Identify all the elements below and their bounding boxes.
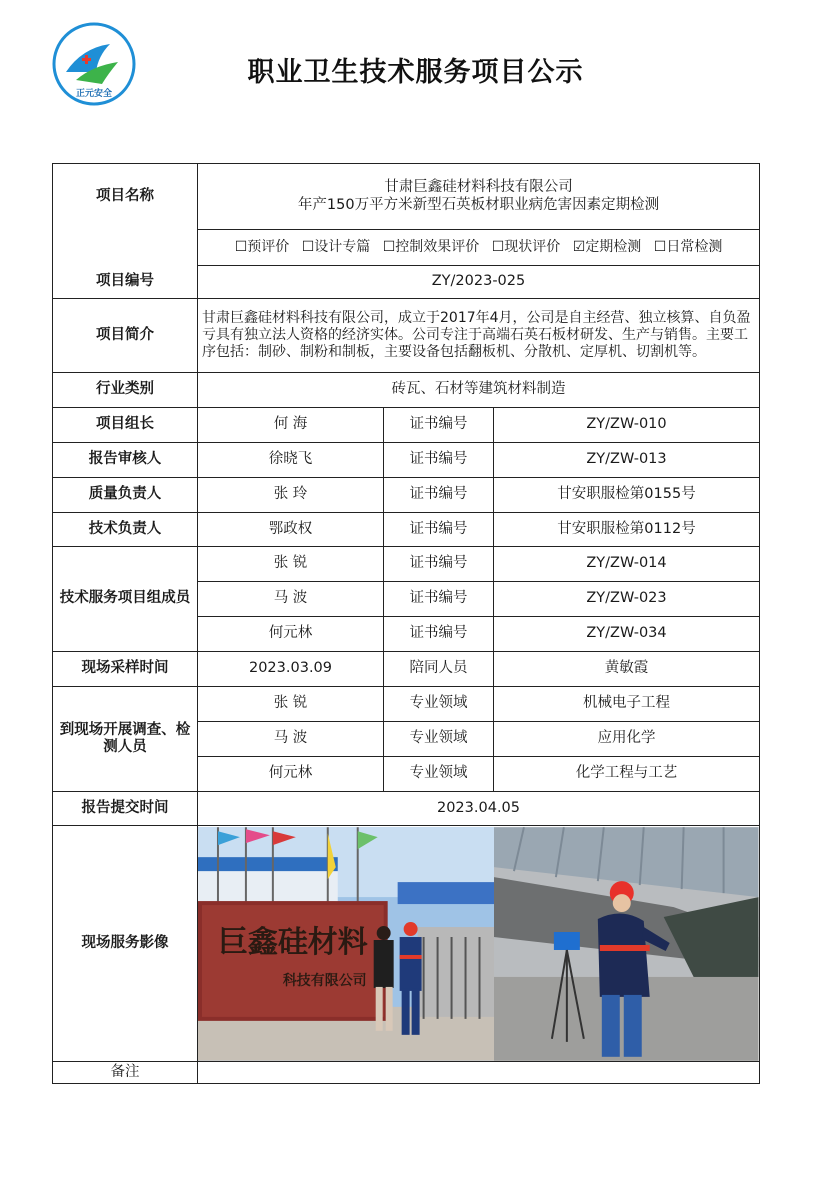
- quality-cert: 甘安职服检第0155号: [494, 478, 760, 513]
- cert-label: 证书编号: [384, 513, 494, 547]
- project-name: 年产150万平方米新型石英板材职业病危害因素定期检测: [297, 196, 660, 213]
- tech-label: 技术负责人: [53, 513, 198, 547]
- member-cert: ZY/ZW-014: [494, 547, 760, 582]
- reviewer-name: 徐晓飞: [198, 443, 384, 478]
- type-status[interactable]: ☐现状评价: [491, 239, 561, 256]
- survey-field: 机械电子工程: [494, 687, 760, 722]
- cert-label: 证书编号: [384, 547, 494, 582]
- field-label: 专业领域: [384, 722, 494, 757]
- escort-label: 陪同人员: [384, 652, 494, 687]
- survey-name: 何元林: [198, 757, 384, 792]
- survey-label: 到现场开展调查、检测人员: [53, 687, 198, 792]
- tech-cert: 甘安职服检第0112号: [494, 513, 760, 547]
- sampling-date: 2023.03.09: [198, 652, 384, 687]
- service-type-row: [198, 230, 760, 266]
- submit-date: 2023.04.05: [198, 792, 760, 826]
- site-photo-sign: [198, 827, 494, 1061]
- page-title: 职业卫生技术服务项目公示: [247, 57, 584, 88]
- reviewer-cert: ZY/ZW-013: [494, 443, 760, 478]
- logo-text: 正元安全: [75, 89, 113, 99]
- members-label: 技术服务项目组成员: [53, 547, 198, 652]
- cert-label: 证书编号: [384, 582, 494, 617]
- project-number-label: 项目编号: [53, 266, 198, 299]
- cert-label: 证书编号: [384, 408, 494, 443]
- type-design[interactable]: ☐设计专篇: [301, 239, 371, 256]
- leader-label: 项目组长: [53, 408, 198, 443]
- survey-field: 化学工程与工艺: [494, 757, 760, 792]
- leader-name: 何 海: [198, 408, 384, 443]
- company-name: 甘肃巨鑫硅材料科技有限公司: [384, 179, 573, 196]
- industry-label: 行业类别: [53, 373, 198, 408]
- quality-label: 质量负责人: [53, 478, 198, 513]
- remarks-value: [198, 1062, 760, 1084]
- field-label: 专业领域: [384, 687, 494, 722]
- tech-name: 鄂政权: [198, 513, 384, 547]
- cert-label: 证书编号: [384, 443, 494, 478]
- member-name: 马 波: [198, 582, 384, 617]
- project-name-label: 项目名称: [53, 164, 198, 230]
- member-name: 张 锐: [198, 547, 384, 582]
- type-control-effect[interactable]: ☐控制效果评价: [382, 239, 480, 256]
- survey-name: 张 锐: [198, 687, 384, 722]
- escort-name: 黄敏霞: [494, 652, 760, 687]
- quality-name: 张 玲: [198, 478, 384, 513]
- images-label: 现场服务影像: [53, 826, 198, 1062]
- project-table: [52, 163, 760, 1084]
- cert-label: 证书编号: [384, 617, 494, 652]
- survey-name: 马 波: [198, 722, 384, 757]
- site-photo-testing: [494, 827, 759, 1061]
- type-daily[interactable]: ☐日常检测: [653, 239, 723, 256]
- reviewer-label: 报告审核人: [53, 443, 198, 478]
- sign-subtext: 科技有限公司: [282, 972, 367, 989]
- submit-label: 报告提交时间: [53, 792, 198, 826]
- field-label: 专业领域: [384, 757, 494, 792]
- member-cert: ZY/ZW-034: [494, 617, 760, 652]
- site-images: [198, 826, 760, 1062]
- sign-text: 巨鑫硅材料: [217, 924, 368, 960]
- survey-field: 应用化学: [494, 722, 760, 757]
- project-intro: 甘肃巨鑫硅材料科技有限公司，成立于2017年4月，公司是自主经营、独立核算、自负盈亏具有独立法人资格的经济实体。公司专注于高端石英石板材研发、生产与销售。主要工序包括：制砂、制粉和制板，主要设备包括翻板机、分散机、定厚机、切割机等。: [198, 299, 760, 373]
- remarks-label: 备注: [53, 1062, 198, 1084]
- member-cert: ZY/ZW-023: [494, 582, 760, 617]
- member-name: 何元林: [198, 617, 384, 652]
- leader-cert: ZY/ZW-010: [494, 408, 760, 443]
- project-number: ZY/2023-025: [198, 266, 760, 299]
- industry-value: 砖瓦、石材等建筑材料制造: [198, 373, 760, 408]
- type-periodic[interactable]: ☑定期检测: [572, 239, 642, 256]
- project-name-cell: [198, 164, 760, 230]
- sampling-label: 现场采样时间: [53, 652, 198, 687]
- project-intro-label: 项目简介: [53, 299, 198, 373]
- type-pre-evaluation[interactable]: ☐预评价: [234, 239, 290, 256]
- cert-label: 证书编号: [384, 478, 494, 513]
